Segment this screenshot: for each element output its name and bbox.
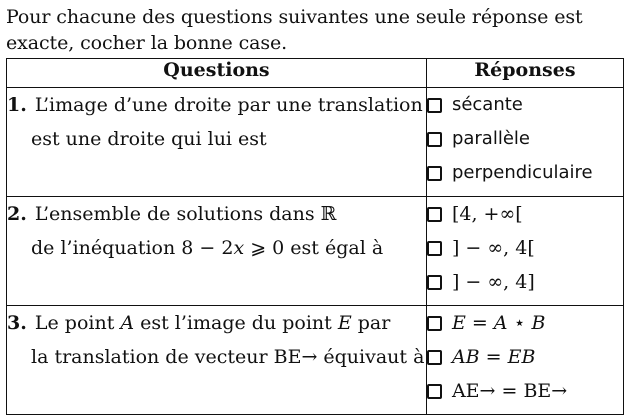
responses-cell	[426, 88, 623, 197]
checkbox-icon[interactable]	[427, 384, 442, 399]
option-label: ] − ∞, 4[	[451, 237, 535, 259]
question-text: Le point 𝐴 est l’image du point 𝐸 par	[34, 312, 391, 334]
checkbox-icon[interactable]	[427, 350, 442, 365]
response-option[interactable]	[427, 88, 623, 122]
option-label: parallèle	[451, 128, 530, 149]
response-option[interactable]	[427, 197, 623, 231]
question-line	[7, 88, 426, 122]
option-label: 𝐸 = 𝐴 ⋆ 𝐵	[451, 312, 546, 334]
response-option[interactable]	[427, 374, 623, 408]
option-label: ] − ∞, 4]	[451, 271, 535, 293]
question-row	[7, 197, 624, 306]
header-questions: Questions	[7, 59, 427, 88]
question-line	[7, 340, 426, 374]
instruction-line-2: exacte, cocher la bonne case.	[6, 32, 288, 54]
checkbox-icon[interactable]	[427, 316, 442, 331]
question-line	[7, 122, 426, 156]
question-row	[7, 306, 624, 415]
checkbox-icon[interactable]	[427, 98, 442, 113]
question-text: de l’inéquation 8 − 2𝑥 ⩾ 0 est égal à	[31, 237, 384, 259]
response-option[interactable]	[427, 265, 623, 299]
response-option[interactable]	[427, 306, 623, 340]
response-option[interactable]	[427, 340, 623, 374]
header-responses: Réponses	[426, 59, 623, 88]
question-text: L’ensemble de solutions dans ℝ	[34, 203, 337, 225]
question-text: est une droite qui lui est	[31, 128, 267, 150]
question-number: 1.	[7, 94, 27, 116]
checkbox-icon[interactable]	[427, 207, 442, 222]
responses-cell	[426, 306, 623, 415]
response-option[interactable]	[427, 122, 623, 156]
instruction-text	[6, 4, 626, 56]
option-label: perpendiculaire	[451, 162, 593, 183]
question-cell	[7, 306, 427, 415]
checkbox-icon[interactable]	[427, 275, 442, 290]
question-row	[7, 88, 624, 197]
question-cell	[7, 88, 427, 197]
response-option[interactable]	[427, 156, 623, 190]
option-label: 𝐴𝐵 = 𝐸𝐵	[451, 346, 536, 368]
question-number: 3.	[7, 312, 27, 334]
option-label: [4, +∞[	[451, 203, 523, 225]
question-text: L’image d’une droite par une translation	[34, 94, 423, 116]
checkbox-icon[interactable]	[427, 166, 442, 181]
responses-cell	[426, 197, 623, 306]
checkbox-icon[interactable]	[427, 132, 442, 147]
question-line	[7, 231, 426, 265]
instruction-line-1: Pour chacune des questions suivantes une seule réponse est	[6, 6, 583, 28]
question-text: la translation de vecteur BE→ équivaut à	[31, 346, 425, 368]
checkbox-icon[interactable]	[427, 241, 442, 256]
table-header-row	[7, 59, 624, 88]
option-label: AE→ = BE→	[451, 380, 568, 402]
option-label: sécante	[451, 94, 523, 115]
question-line	[7, 306, 426, 340]
question-cell	[7, 197, 427, 306]
mcq-table	[6, 58, 624, 415]
response-option[interactable]	[427, 231, 623, 265]
question-number: 2.	[7, 203, 27, 225]
question-line	[7, 197, 426, 231]
